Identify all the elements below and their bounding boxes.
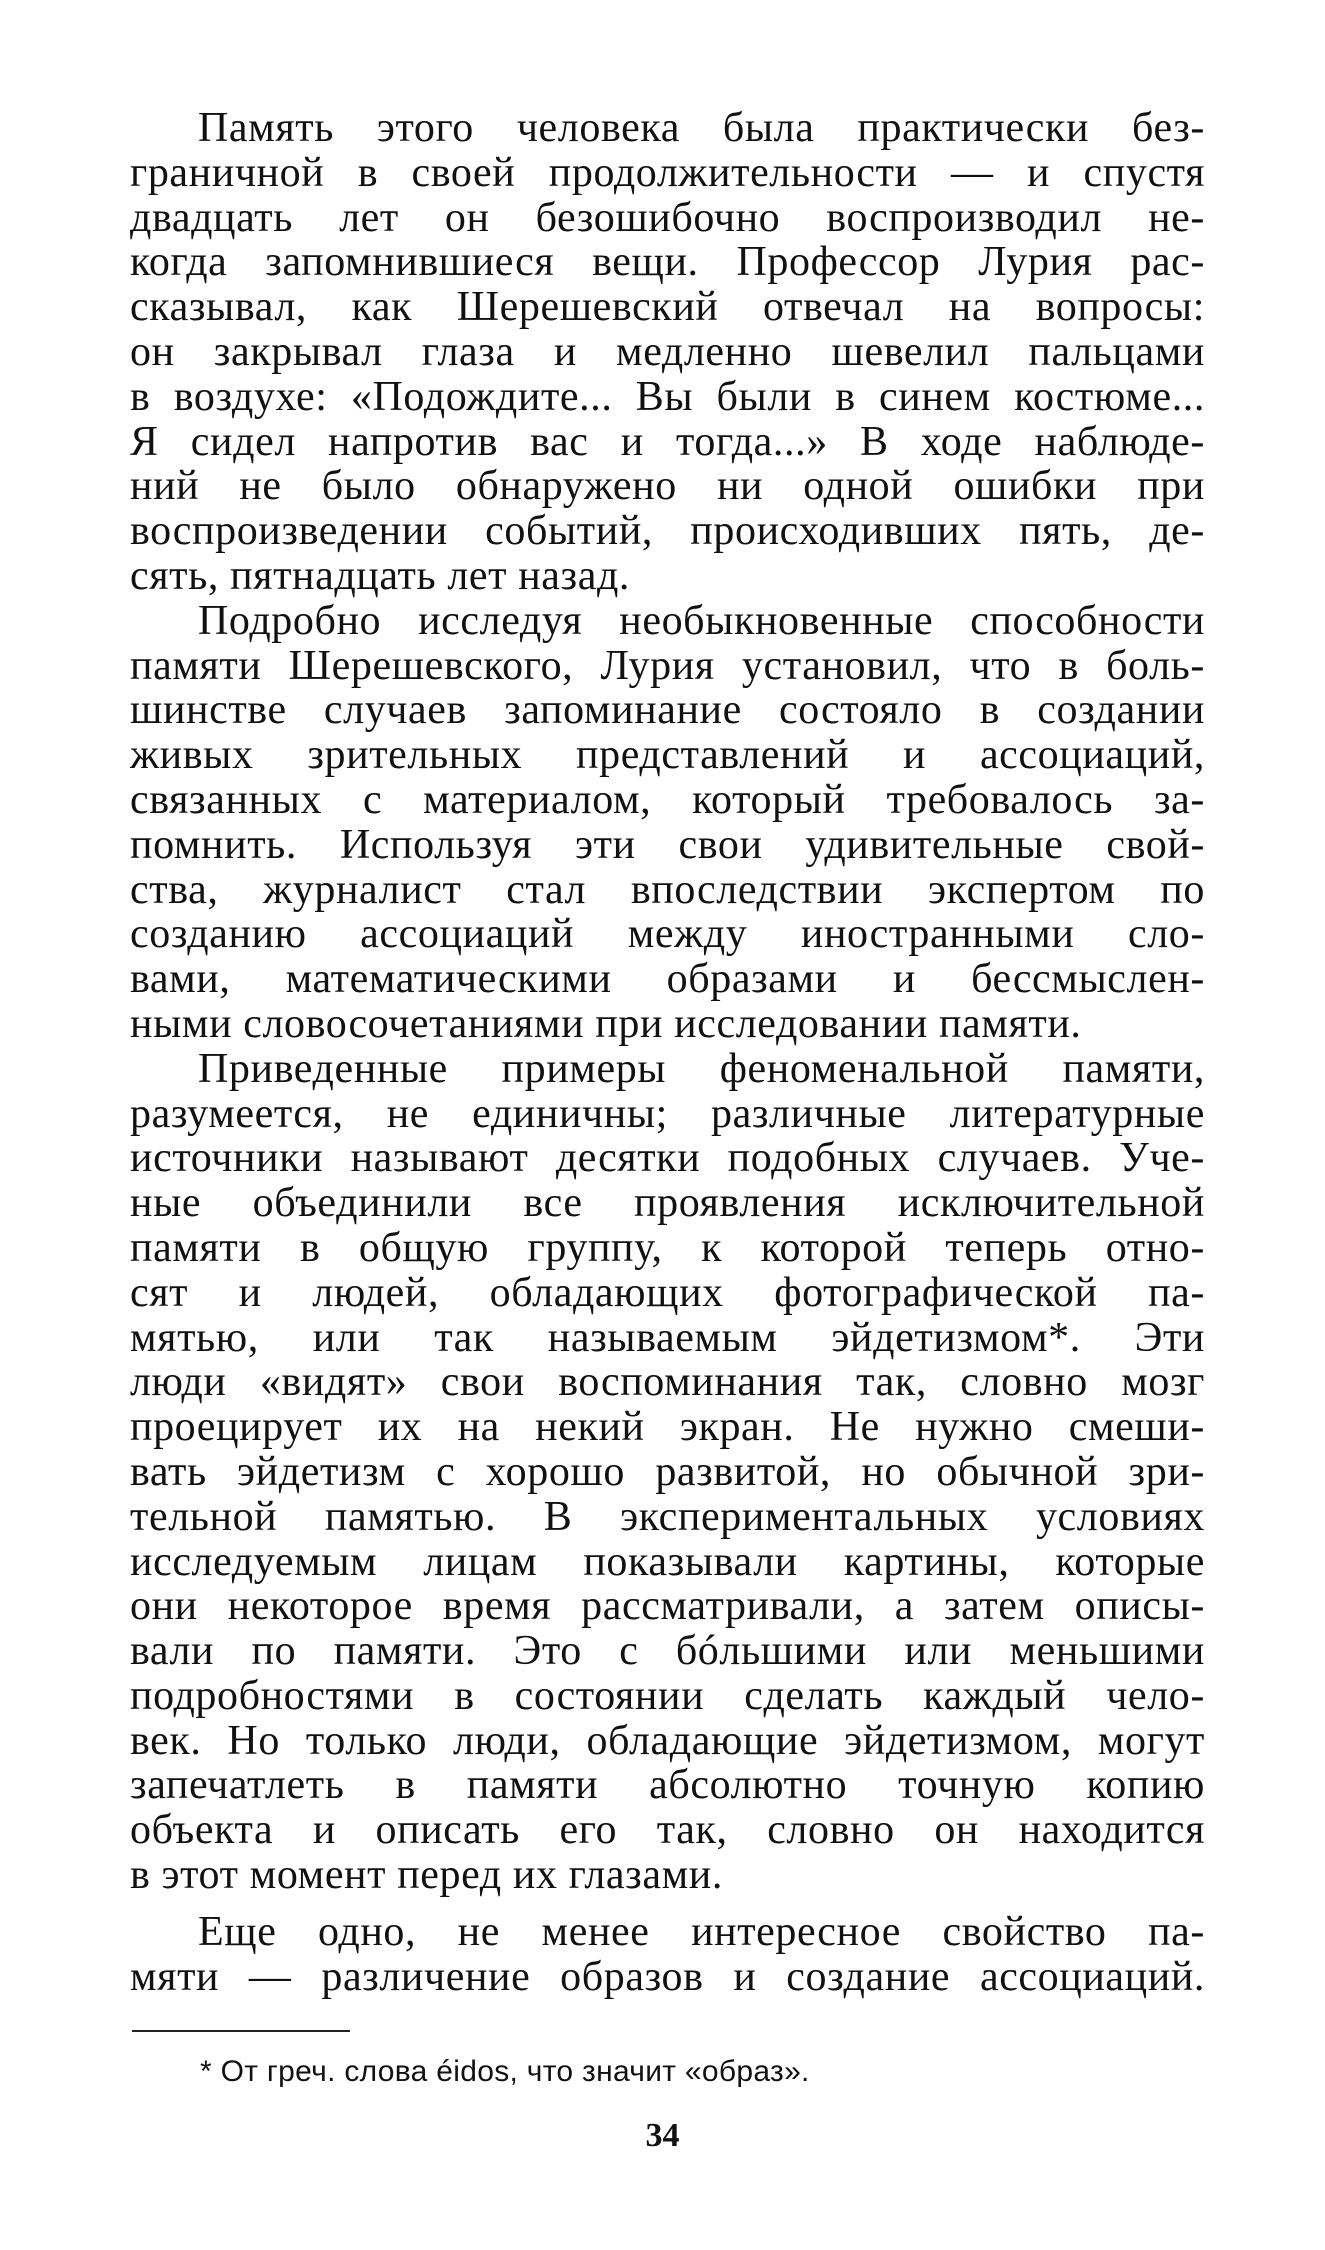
- text-line: помнить. Используя эти свои удивительные свой-: [130, 821, 1205, 868]
- text-line: подробностями в состоянии сделать каждый чело-: [130, 1672, 1205, 1719]
- text-line: Память этого человека была практически без-: [198, 105, 1205, 151]
- text-line: проецирует их на некий экран. Не нужно смеши-: [130, 1404, 1205, 1451]
- text-line: объекта и описать его так, словно он находится: [130, 1807, 1205, 1854]
- text-line: источники называют десятки подобных случаев. Уче-: [130, 1135, 1205, 1182]
- paragraph-3: [130, 1047, 1205, 1898]
- text-line: граничной в своей продолжительности — и спустя: [130, 149, 1205, 196]
- footnote: * От греч. слова éidos, что значит «образ».: [200, 2055, 810, 2088]
- text-line: созданию ассоциаций между иностранными сло-: [130, 911, 1205, 958]
- text-line: ными словосочетаниями при исследовании памяти.: [130, 1000, 1082, 1047]
- text-line: Еще одно, не менее интересное свойство па-: [198, 1908, 1205, 1955]
- text-line: сказывал, как Шерешевский отвечал на вопросы:: [130, 284, 1205, 331]
- paragraph-1: [130, 106, 1205, 599]
- text-line: ные объединили все проявления исключительной: [130, 1180, 1205, 1227]
- text-line: сят и людей, обладающих фотографической па-: [130, 1269, 1205, 1316]
- text-line: связанных с материалом, который требовалось за-: [130, 776, 1205, 823]
- text-line: тельной памятью. В экспериментальных условиях: [130, 1493, 1205, 1540]
- page-number: 34: [645, 2117, 680, 2154]
- text-line: в воздухе: «Подождите... Вы были в синем костюме...: [130, 373, 1205, 420]
- text-line: Подробно исследуя необыкновенные способности: [198, 597, 1205, 644]
- text-line: вать эйдетизм с хорошо развитой, но обычной зри-: [130, 1448, 1205, 1495]
- text-line: когда запомнившиеся вещи. Профессор Лурия рас-: [130, 239, 1205, 286]
- text-line: в этот момент перед их глазами.: [130, 1852, 723, 1899]
- text-line: ний не было обнаружено ни одной ошибки при: [130, 463, 1205, 510]
- text-line: шинстве случаев запоминание состояло в создании: [130, 687, 1205, 734]
- text-line: Я сидел напротив вас и тогда...» В ходе наблюде-: [130, 418, 1205, 465]
- text-line: люди «видят» свои воспоминания так, словно мозг: [130, 1359, 1205, 1406]
- text-line: воспроизведении событий, происходивших пять, де-: [130, 508, 1205, 555]
- text-line: век. Но только люди, обладающие эйдетизмом, могут: [130, 1717, 1205, 1764]
- text-line: ства, журналист стал впоследствии экспертом по: [130, 866, 1205, 913]
- text-line: сять, пятнадцать лет назад.: [130, 552, 631, 599]
- text-line: исследуемым лицам показывали картины, которые: [130, 1538, 1205, 1585]
- footnote-divider: [132, 2030, 350, 2032]
- paragraph-4: [130, 1910, 1205, 2000]
- text-line: они некоторое время рассматривали, а затем описы-: [130, 1583, 1205, 1630]
- text-line: запечатлеть в памяти абсолютно точную копию: [130, 1762, 1205, 1809]
- text-line: вами, математическими образами и бессмыслен-: [130, 956, 1205, 1003]
- text-line: Приведенные примеры феноменальной памяти,: [198, 1045, 1205, 1092]
- text-line: вали по памяти. Это с бóльшими или меньшими: [130, 1628, 1205, 1675]
- text-line: памяти в общую группу, к которой теперь отно-: [130, 1224, 1205, 1271]
- text-line: мяти — различение образов и создание ассоциаций.: [130, 1953, 1205, 2000]
- paragraph-2: [130, 599, 1205, 1047]
- text-line: он закрывал глаза и медленно шевелил пальцами: [130, 328, 1205, 375]
- text-line: живых зрительных представлений и ассоциаций,: [130, 732, 1205, 779]
- page-body: [130, 106, 1205, 1999]
- text-line: мятью, или так называемым эйдетизмом*. Эти: [130, 1314, 1205, 1361]
- text-line: памяти Шерешевского, Лурия установил, что в боль-: [130, 642, 1205, 689]
- text-line: двадцать лет он безошибочно воспроизводил не-: [130, 194, 1205, 241]
- text-line: разумеется, не единичны; различные литературные: [130, 1090, 1205, 1137]
